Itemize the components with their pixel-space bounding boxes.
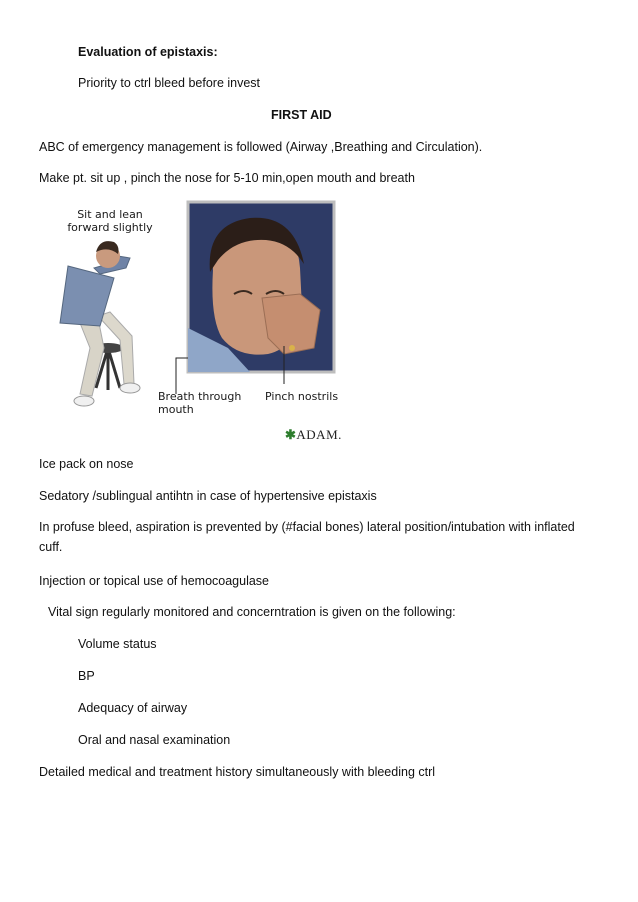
first-aid-heading: FIRST AID [271, 108, 332, 122]
volume-status-item: Volume status [78, 637, 157, 651]
sedatory-item: Sedatory /sublingual antihtn in case of hypertensive epistaxis [39, 489, 377, 503]
pinch-nostrils-label: Pinch nostrils [265, 390, 339, 403]
evaluation-heading: Evaluation of epistaxis: [78, 45, 218, 59]
detailed-history-item: Detailed medical and treatment history simultaneously with bleeding ctrl [39, 765, 436, 779]
airway-item: Adequacy of airway [78, 701, 188, 715]
oral-nasal-item: Oral and nasal examination [78, 733, 231, 747]
adam-logo: ✱ADAM. [285, 427, 342, 442]
bp-item: BP [78, 669, 95, 683]
priority-text: Priority to ctrl bleed before invest [78, 76, 261, 90]
sit-pinch-paragraph: Make pt. sit up , pinch the nose for 5-10 min,open mouth and breath [39, 171, 415, 185]
profuse-bleed-item: In profuse bleed, aspiration is prevented by (#facial bones) lateral position/intubation with inflated cuff. [39, 520, 575, 554]
injection-item: Injection or topical use of hemocoagulase [39, 574, 270, 588]
first-aid-illustration [38, 198, 358, 444]
sit-lean-label: Sit and lean forward slightly [67, 208, 153, 234]
ice-pack-item: Ice pack on nose [39, 457, 134, 471]
vital-sign-item: Vital sign regularly monitored and concerntration is given on the following: [48, 605, 456, 619]
seated-man-figure [60, 241, 140, 406]
breath-mouth-label: Breath through mouth [158, 390, 242, 416]
abc-paragraph: ABC of emergency management is followed (Airway ,Breathing and Circulation). [39, 140, 483, 154]
